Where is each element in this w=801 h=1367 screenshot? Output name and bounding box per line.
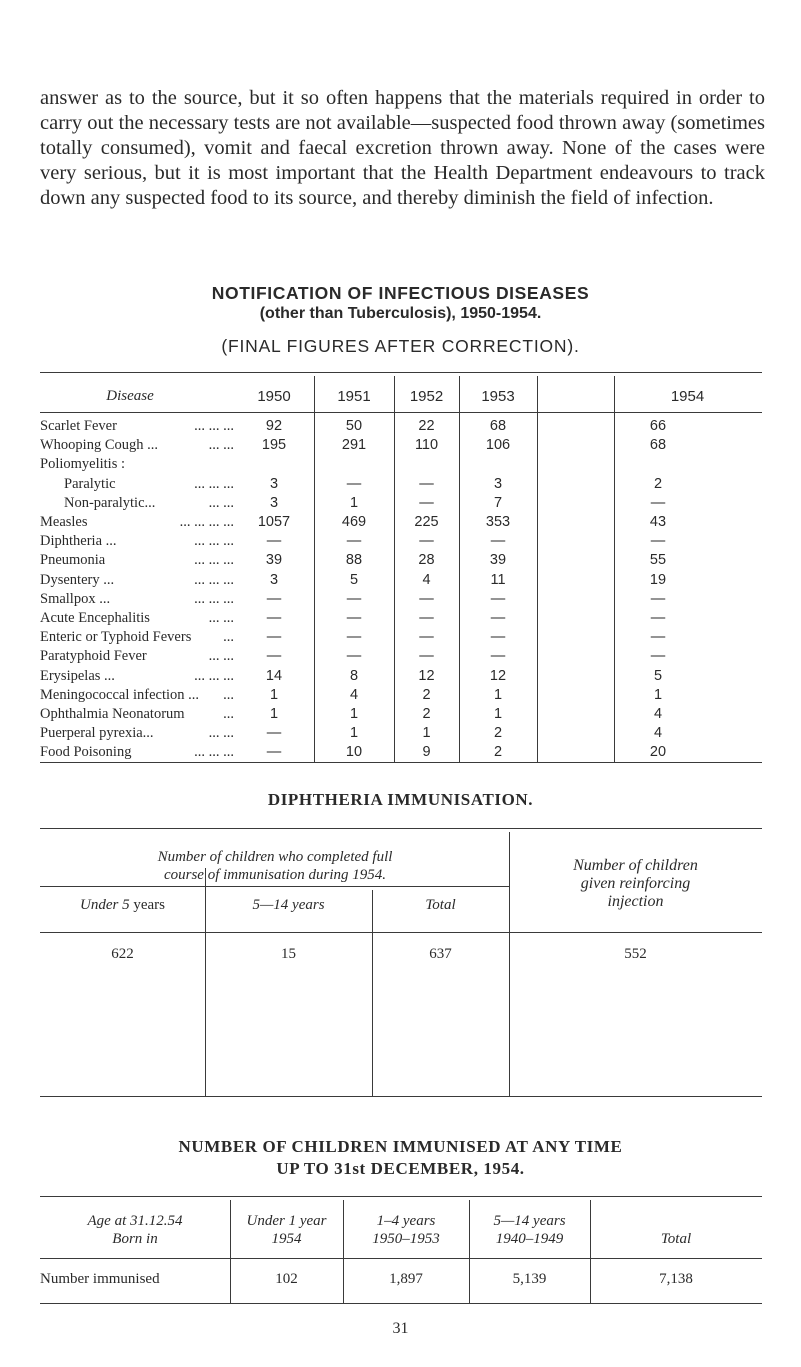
- disease-value: 1057: [257, 514, 291, 530]
- disease-name: Puerperal pyrexia...: [40, 725, 154, 742]
- disease-value: —: [346, 475, 362, 492]
- disease-value: 195: [261, 437, 287, 454]
- disease-name: Erysipelas ...: [40, 667, 115, 684]
- disease-value: 55: [649, 552, 667, 569]
- disease-value: —: [490, 648, 506, 665]
- disease-value: 11: [490, 571, 506, 588]
- table-bottom-rule: [40, 1303, 762, 1304]
- disease-value: —: [650, 494, 666, 511]
- disease-value: 110: [414, 437, 439, 454]
- under-5-header-c: years: [133, 897, 165, 913]
- disease-value: —: [650, 648, 666, 665]
- disease-name: Scarlet Fever: [40, 418, 117, 434]
- leader-dots: ...: [223, 706, 234, 722]
- disease-value: 50: [345, 418, 363, 434]
- age-header-line2: Born in: [112, 1231, 158, 1247]
- page-number: 31: [392, 1320, 409, 1337]
- leader-dots: ... ...: [208, 610, 234, 626]
- disease-value: —: [419, 533, 434, 550]
- under-5-header-a: Under: [80, 897, 119, 913]
- leader-dots: ... ... ...: [194, 475, 234, 492]
- disease-name: Whooping Cough ...: [40, 437, 159, 454]
- leader-dots: ... ... ...: [194, 533, 234, 550]
- disease-value: —: [346, 629, 362, 646]
- under-5-header-b: 5: [122, 897, 130, 913]
- disease-value: 14: [265, 667, 283, 684]
- disease-value: 28: [418, 552, 435, 569]
- total-value: 637: [429, 946, 452, 962]
- leader-dots: ... ...: [208, 494, 234, 511]
- disease-value: —: [650, 629, 666, 646]
- leader-dots: ... ... ...: [194, 744, 234, 761]
- disease-value: —: [266, 629, 282, 646]
- disease-value: —: [419, 629, 434, 646]
- reinforcing-header-line3: injection: [607, 893, 664, 910]
- disease-name: Meningococcal infection ...: [40, 686, 200, 703]
- disease-value: —: [490, 533, 506, 550]
- disease-name: Enteric or Typhoid Fevers: [40, 629, 192, 646]
- disease-value: 20: [649, 744, 667, 761]
- diphtheria-title: DIPHTHERIA IMMUNISATION.: [267, 790, 534, 809]
- age-5-14-value: 5,139: [512, 1271, 547, 1287]
- leader-dots: ... ...: [208, 725, 234, 742]
- disease-value: 8: [349, 667, 359, 684]
- disease-value: 3: [269, 475, 279, 492]
- under-1-value: 102: [275, 1271, 298, 1287]
- disease-value: —: [650, 590, 666, 607]
- disease-value: 7: [493, 494, 503, 511]
- age-header: [40, 1212, 230, 1248]
- disease-value: 88: [345, 552, 363, 569]
- under-1-header-line1: Under 1 year: [246, 1213, 327, 1229]
- disease-value: 66: [649, 418, 667, 434]
- leader-dots: ... ... ... ...: [179, 514, 234, 530]
- disease-value: —: [490, 590, 506, 607]
- disease-value: 39: [265, 552, 283, 569]
- disease-value: —: [419, 648, 434, 665]
- disease-value: 3: [269, 494, 279, 511]
- disease-value: 2: [422, 686, 431, 703]
- disease-value: —: [346, 610, 362, 626]
- age-5-14-header-line2: 1940–1949: [495, 1231, 564, 1247]
- disease-value: 1: [349, 706, 359, 722]
- disease-value: 106: [485, 437, 511, 454]
- total-header-line1: [590, 1212, 762, 1230]
- leader-dots: ... ... ...: [194, 571, 234, 588]
- disease-name: Paratyphoid Fever: [40, 648, 147, 665]
- completed-course-header-line2: course of immunisation during 1954.: [163, 867, 387, 883]
- leader-dots: ... ... ...: [194, 418, 234, 434]
- leader-dots: ... ... ...: [194, 552, 234, 569]
- disease-value: 353: [485, 514, 511, 530]
- disease-value: —: [346, 590, 362, 607]
- number-immunised-label: Number immunised: [40, 1271, 160, 1287]
- leader-dots: ... ... ...: [194, 667, 234, 684]
- disease-value: —: [490, 629, 506, 646]
- age-5-14-header-line1: 5—14 years: [493, 1213, 566, 1229]
- disease-value: —: [266, 533, 282, 550]
- disease-value: 1: [269, 686, 279, 703]
- disease-value: —: [266, 648, 282, 665]
- disease-value: 43: [649, 514, 667, 530]
- total-header: [590, 1212, 762, 1248]
- disease-value: 2: [422, 706, 431, 722]
- leader-dots: ... ... ...: [194, 590, 234, 607]
- disease-value: 12: [489, 667, 507, 684]
- disease-value: 5: [349, 571, 359, 588]
- year-header: 1954: [670, 388, 705, 405]
- disease-value: 3: [269, 571, 279, 588]
- disease-name: Paralytic: [64, 475, 116, 492]
- disease-name: Poliomyelitis :: [40, 456, 125, 473]
- disease-name: Non-paralytic...: [64, 494, 156, 511]
- disease-value: 5: [653, 667, 663, 684]
- disease-value: 2: [493, 744, 503, 761]
- disease-name: Food Poisoning: [40, 744, 132, 761]
- disease-name: Smallpox ...: [40, 590, 111, 607]
- disease-value: —: [266, 725, 282, 742]
- immunised-title-line1: NUMBER OF CHILDREN IMMUNISED AT ANY TIME: [178, 1137, 623, 1156]
- disease-value: 4: [349, 686, 359, 703]
- notification-subtitle: (other than Tuberculosis), 1950-1954.: [259, 305, 542, 322]
- notification-note: (FINAL FIGURES AFTER CORRECTION).: [221, 336, 580, 356]
- disease-value: —: [266, 610, 282, 626]
- year-header: 1951: [337, 388, 371, 405]
- age-1-4-header: [343, 1212, 469, 1248]
- disease-header: Disease: [106, 388, 154, 404]
- disease-value: 1: [493, 686, 503, 703]
- under-1-header: [230, 1212, 343, 1248]
- disease-value: —: [266, 590, 282, 607]
- disease-value: 1: [349, 494, 359, 511]
- total-value: 7,138: [659, 1271, 693, 1287]
- disease-value: 4: [653, 725, 663, 742]
- disease-value: —: [650, 610, 666, 626]
- disease-value: 2: [493, 725, 503, 742]
- table-top-rule: [40, 1196, 762, 1197]
- disease-name: Pneumonia: [40, 552, 106, 569]
- disease-value: —: [490, 610, 506, 626]
- year-header: 1950: [257, 388, 291, 405]
- disease-name: Ophthalmia Neonatorum: [40, 706, 185, 722]
- disease-value: 22: [418, 418, 435, 434]
- reinforcing-header-line2: given reinforcing: [580, 875, 691, 892]
- total-header: Total: [425, 897, 456, 913]
- age-1-4-value: 1,897: [389, 1271, 423, 1287]
- reinforcing-header-line1: Number of children: [573, 857, 698, 874]
- under-1-header-line2: 1954: [271, 1231, 302, 1247]
- disease-value: 225: [414, 514, 439, 530]
- leader-dots: ... ...: [208, 648, 234, 665]
- disease-value: —: [266, 744, 282, 761]
- disease-value: 9: [422, 744, 431, 761]
- disease-value: 68: [649, 437, 667, 454]
- disease-value: 4: [422, 571, 431, 588]
- year-header: 1952: [409, 388, 444, 405]
- disease-value: —: [419, 590, 434, 607]
- disease-value: —: [419, 494, 434, 511]
- leader-dots: ...: [223, 686, 234, 703]
- disease-name: Measles: [40, 514, 88, 530]
- total-header-line2: Total: [660, 1231, 692, 1247]
- disease-value: 39: [489, 552, 507, 569]
- disease-value: 68: [489, 418, 507, 434]
- disease-value: 1: [422, 725, 431, 742]
- age-header-line1: Age at 31.12.54: [87, 1213, 183, 1229]
- disease-value: 1: [653, 686, 663, 703]
- disease-value: —: [346, 533, 362, 550]
- leader-dots: ... ...: [208, 437, 234, 454]
- leader-dots: ...: [223, 629, 234, 646]
- intro-text: answer as to the source, but it so often happens that the materials required in order to carry out the necessary tests are not available—suspected food thrown away (sometimes totally consumed), vomit and faecal excretion thrown away. None of the cases were very serious, but it is most important that the Health Department endeavours to track down any suspected food to its source, and thereby diminish the field of infection.: [40, 87, 765, 209]
- disease-value: 1: [349, 725, 359, 742]
- under-5-value: 622: [111, 946, 134, 962]
- immunised-title-line2: UP TO 31st DECEMBER, 1954.: [276, 1159, 525, 1178]
- disease-name: Diphtheria ...: [40, 533, 117, 550]
- disease-value: 10: [345, 744, 363, 761]
- disease-value: —: [650, 533, 666, 550]
- disease-value: 3: [493, 475, 503, 492]
- year-header: 1953: [481, 388, 515, 405]
- disease-value: —: [346, 648, 362, 665]
- disease-value: 92: [265, 418, 283, 434]
- age-5-14-header: [469, 1212, 590, 1248]
- disease-value: 2: [653, 475, 663, 492]
- disease-value: 1: [493, 706, 503, 722]
- disease-value: 291: [341, 437, 367, 454]
- disease-value: 12: [418, 667, 435, 684]
- disease-value: 469: [341, 514, 367, 530]
- disease-value: 19: [649, 571, 667, 588]
- header-rule: [40, 1258, 762, 1259]
- disease-name: Dysentery ...: [40, 571, 115, 588]
- reinforcing-value: 552: [624, 946, 647, 962]
- disease-name: Acute Encephalitis: [40, 610, 150, 626]
- age-1-4-header-line1: 1–4 years: [376, 1213, 436, 1229]
- age-1-4-header-line2: 1950–1953: [372, 1231, 440, 1247]
- completed-course-header-line1: Number of children who completed full: [157, 849, 393, 865]
- disease-value: 1: [269, 706, 279, 722]
- disease-value: —: [419, 475, 434, 492]
- age-5-14-header: 5—14 years: [252, 897, 325, 913]
- disease-value: —: [419, 610, 434, 626]
- age-5-14-value: 15: [281, 946, 296, 962]
- notification-title: NOTIFICATION OF INFECTIOUS DISEASES: [211, 283, 590, 303]
- disease-value: 4: [653, 706, 663, 722]
